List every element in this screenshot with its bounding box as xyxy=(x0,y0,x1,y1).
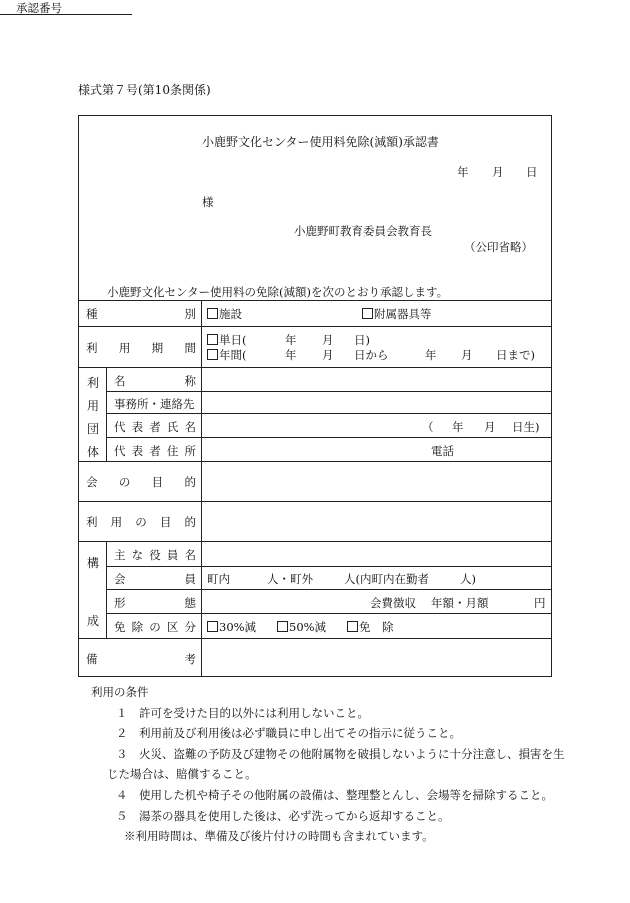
fee-collection-label: 会費徴収 xyxy=(370,596,416,610)
condition-item: １ 許可を受けた目的以外には利用しないこと。 xyxy=(116,705,369,720)
exemption-full-option[interactable]: 免 除 xyxy=(347,619,394,635)
label-user-group: 利 用 団 体 xyxy=(87,376,100,459)
line xyxy=(79,461,551,462)
addressee-suffix: 様 xyxy=(202,195,214,209)
type-equipment-option[interactable]: 附属器具等 xyxy=(362,306,432,322)
condition-item: ２ 利用前及び利用後は必ず職員に申し出てその指示に従うこと。 xyxy=(116,726,461,741)
members-workers: 人(内町内在勤者 xyxy=(344,572,429,586)
checkbox[interactable] xyxy=(347,621,358,632)
period-annual-option[interactable]: 年間( 年 月 日から 年 月 日まで) xyxy=(207,347,547,361)
fee-yen-label: 円 xyxy=(534,596,546,610)
members-town: 町内 xyxy=(207,572,230,586)
line xyxy=(106,437,551,438)
label-group-name: 名 称 xyxy=(114,374,196,388)
checkbox[interactable] xyxy=(207,349,218,360)
birth-open: （ xyxy=(422,420,434,434)
label-form: 形 態 xyxy=(114,596,196,610)
phone-label: 電話 xyxy=(431,444,454,458)
label-type: 種 別 xyxy=(86,307,196,321)
line xyxy=(79,541,551,542)
conditions-note: ※利用時間は、準備及び後片付けの時間も含まれています。 xyxy=(124,829,434,844)
birth-day: 日生) xyxy=(512,420,540,434)
condition-item: ４ 使用した机や椅子その他附属の設備は、整理整とんし、会場等を掃除すること。 xyxy=(116,787,553,802)
condition-item: ３ 火災、盗難の予防及び建物その他附属物を破損しないように十分注意し、損害を生 xyxy=(116,746,565,761)
line xyxy=(106,391,551,392)
condition-item: ５ 湯茶の器具を使用した後は、必ず洗ってから返却すること。 xyxy=(116,808,450,823)
date-year: 年 xyxy=(457,165,469,179)
checkbox[interactable] xyxy=(207,334,218,345)
label-structure-1: 構 xyxy=(87,556,100,570)
exemption-50-option[interactable]: 50%減 xyxy=(277,619,326,635)
fee-period-label: 年額・月額 xyxy=(431,596,489,610)
checkbox[interactable] xyxy=(277,621,288,632)
line xyxy=(79,638,551,639)
line xyxy=(106,589,551,590)
label-exemption-class: 免 除 の 区 分 xyxy=(114,620,196,634)
line xyxy=(106,367,107,461)
seal-note: （公印省略） xyxy=(464,240,533,254)
members-outside: 人・町外 xyxy=(267,572,313,586)
intro-text: 小鹿野文化センター使用料の免除(減額)を次のとおり承認します。 xyxy=(107,285,449,299)
form-number: 様式第７号(第10条関係) xyxy=(78,83,211,97)
label-event-purpose: 会 の 目 的 xyxy=(86,475,196,489)
date-day: 日 xyxy=(526,165,538,179)
exemption-30-option[interactable]: 30%減 xyxy=(207,619,256,635)
checkbox[interactable] xyxy=(207,308,218,319)
approval-form-table xyxy=(78,115,552,677)
usage-conditions xyxy=(78,682,565,847)
label-period: 利 用 期 間 xyxy=(86,341,196,355)
line xyxy=(106,566,551,567)
checkbox[interactable] xyxy=(362,308,373,319)
line xyxy=(79,367,551,368)
type-facility-option[interactable]: 施設 xyxy=(207,306,242,322)
conditions-heading: 利用の条件 xyxy=(91,685,149,699)
birth-month: 月 xyxy=(484,420,496,434)
line xyxy=(79,300,551,301)
label-rep-address: 代 表 者 住 所 xyxy=(114,444,196,458)
line xyxy=(201,300,202,676)
line xyxy=(106,613,551,614)
approval-number-label: 承認番号 xyxy=(16,1,62,15)
label-officers: 主 な 役 員 名 xyxy=(114,548,196,562)
form-title: 小鹿野文化センター使用料免除(減額)承認書 xyxy=(202,135,439,149)
birth-year: 年 xyxy=(452,420,464,434)
members-close: 人) xyxy=(460,572,476,586)
date-month: 月 xyxy=(492,165,504,179)
label-usage-purpose: 利 用 の 目 的 xyxy=(86,515,196,529)
line xyxy=(106,413,551,414)
checkbox[interactable] xyxy=(207,621,218,632)
label-rep-name: 代 表 者 氏 名 xyxy=(114,420,196,434)
line xyxy=(79,501,551,502)
issuer: 小鹿野町教育委員会教育長 xyxy=(294,224,432,238)
label-remarks: 備 考 xyxy=(86,652,196,666)
label-members: 会 員 xyxy=(114,572,196,586)
approval-number-field[interactable] xyxy=(0,0,132,15)
line xyxy=(106,541,107,638)
condition-item: じた場合は、賠償すること。 xyxy=(107,767,257,782)
label-office-contact: 事務所・連絡先 xyxy=(114,397,195,411)
line xyxy=(79,326,551,327)
period-single-option[interactable]: 単日( 年 月 日) xyxy=(207,332,547,346)
label-structure-2: 成 xyxy=(87,614,100,628)
